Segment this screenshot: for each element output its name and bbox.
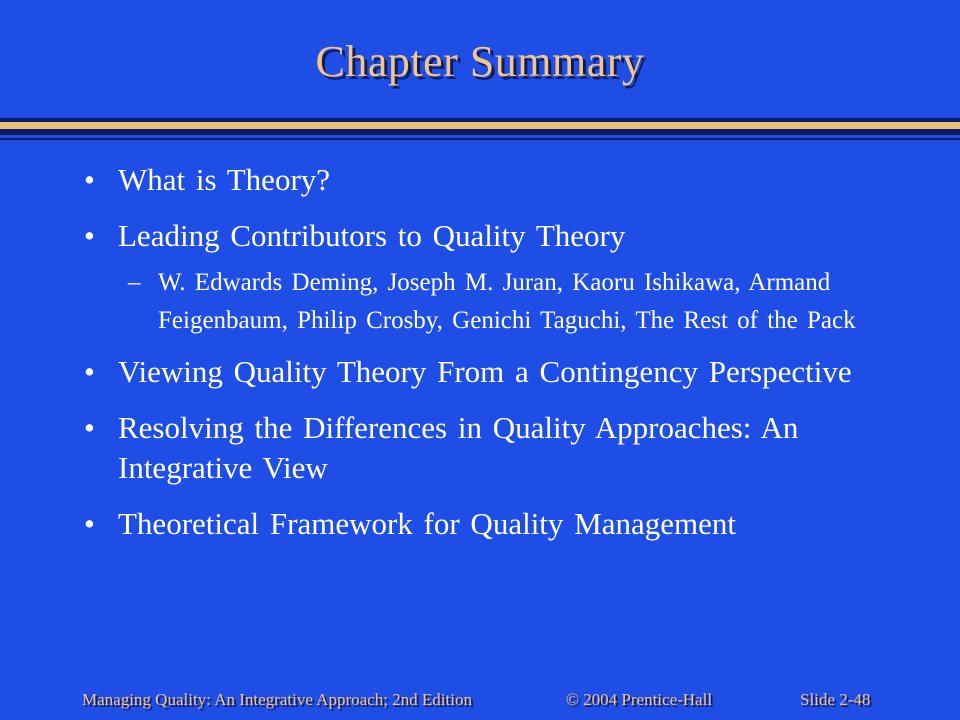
bullet-item — [84, 408, 884, 488]
slide-title: Chapter Summary — [315, 37, 645, 86]
sub-bullet-marker: – — [128, 269, 141, 296]
footer-book-title: Managing Quality: An Integrative Approach; 2nd Edition — [82, 690, 472, 709]
bullet-list — [84, 160, 884, 560]
title-rule-dark-bottom — [0, 129, 960, 135]
bullet-text: Leading Contributors to Quality Theory — [118, 218, 626, 253]
title-rule-gold — [0, 122, 960, 129]
bullet-marker: • — [84, 506, 95, 541]
bullet-text: Theoretical Framework for Quality Management — [118, 506, 736, 541]
footer-slide-number: Slide 2-48 — [800, 690, 871, 709]
bullet-marker: • — [84, 218, 95, 253]
bullet-text: Viewing Quality Theory From a Contingency Perspective — [118, 354, 852, 389]
bullet-item — [84, 352, 884, 392]
bullet-marker: • — [84, 410, 95, 445]
footer-copyright: © 2004 Prentice-Hall — [566, 690, 713, 709]
bullet-marker: • — [84, 162, 95, 197]
bullet-item — [84, 160, 884, 200]
bullet-item — [84, 216, 884, 256]
bullet-marker: • — [84, 354, 95, 389]
bullet-text: Resolving the Differences in Quality Approaches: An Integrative View — [118, 410, 799, 485]
sub-bullet-item — [84, 264, 884, 340]
bullet-item — [84, 504, 884, 544]
bullet-text: What is Theory? — [118, 162, 331, 197]
title-rule-thin — [0, 138, 960, 140]
sub-bullet-text: W. Edwards Deming, Joseph M. Juran, Kaoru Ishikawa, Armand Feigenbaum, Philip Crosby, Genichi Taguchi, The Rest of the Pack — [158, 269, 856, 334]
